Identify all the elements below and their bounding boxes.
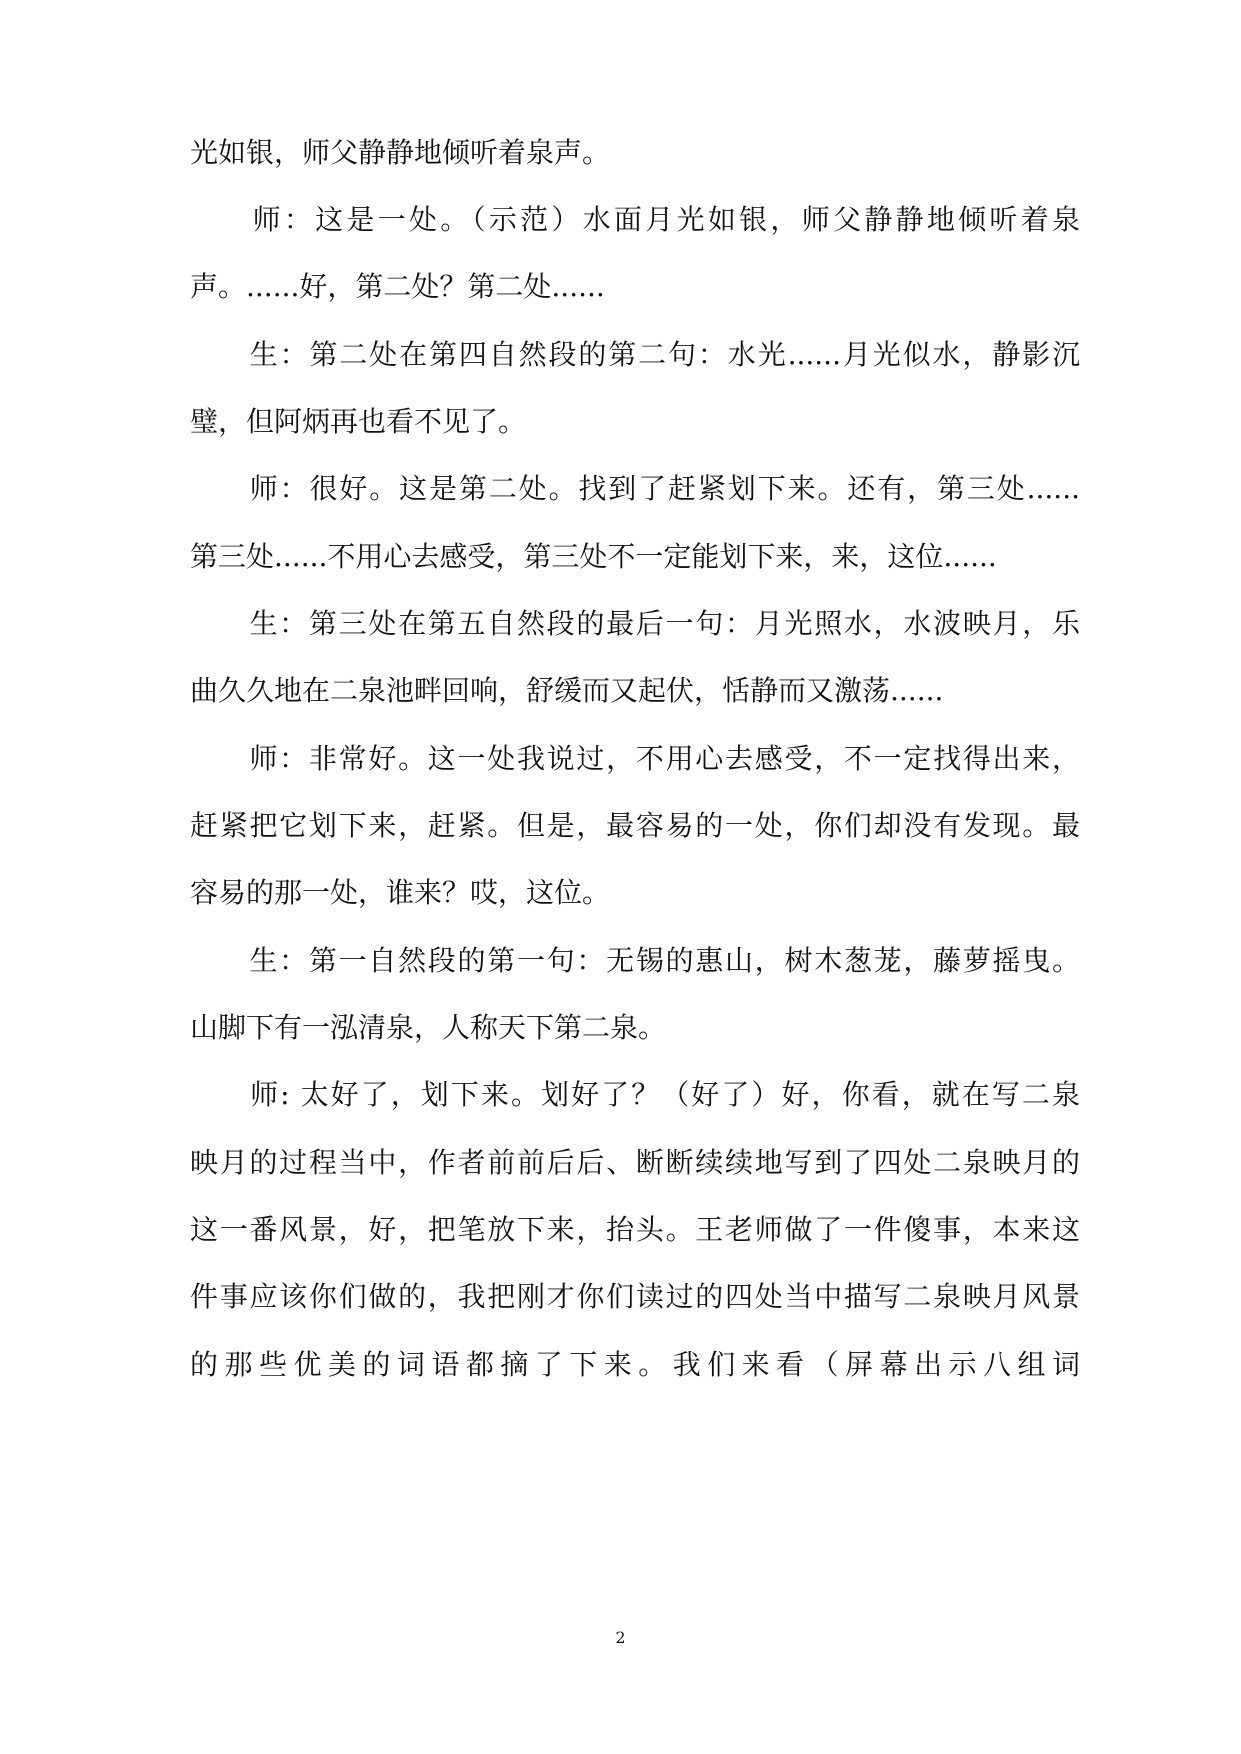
text-line: 生：第一自然段的第一句：无锡的惠山，树木葱茏，藤萝摇曳。	[190, 944, 1080, 977]
text-line: 师：很好。这是第二处。找到了赶紧划下来。还有，第三处......	[190, 472, 1080, 505]
text-line: 璧，但阿炳再也看不见了。	[190, 405, 527, 438]
text-line: 师: 太好了，划下来。划好了？（好了）好，你看，就在写二泉	[190, 1078, 1080, 1111]
text-line: 曲久久地在二泉池畔回响，舒缓而又起伏，恬静而又激荡......	[190, 674, 944, 707]
text-line: 件事应该你们做的，我把刚才你们读过的四处当中描写二泉映月风景	[190, 1280, 1080, 1313]
text-line: 的那些优美的词语都摘了下来。我们来看（屏幕出示八组词	[190, 1348, 1080, 1381]
text-line: 声。......好，第二处？第二处......	[190, 270, 605, 303]
text-line: 第三处......不用心去感受，第三处不一定能划下来，来，这位......	[190, 540, 997, 573]
text-line: 映月的过程当中，作者前前后后、断断续续地写到了四处二泉映月的	[190, 1146, 1080, 1179]
text-line: 这一番风景，好，把笔放下来，抬头。王老师做了一件傻事，本来这	[190, 1213, 1080, 1246]
text-line: 师：非常好。这一处我说过，不用心去感受，不一定找得出来，	[190, 742, 1080, 775]
page-number: 2	[615, 1628, 626, 1647]
text-line: 山脚下有一泓清泉，人称天下第二泉。	[190, 1011, 667, 1044]
text-line: 生：第三处在第五自然段的最后一句：月光照水，水波映月，乐	[190, 607, 1080, 640]
text-line: 生：第二处在第四自然段的第二句：水光......月光似水，静影沉	[190, 338, 1080, 371]
text-line: 师：这是一处。（示范）水面月光如银，师父静静地倾听着泉	[190, 203, 1080, 236]
text-line: 容易的那一处，谁来？哎，这位。	[190, 876, 611, 909]
text-line: 光如银，师父静静地倾听着泉声。	[190, 136, 611, 169]
text-line: 赶紧把它划下来，赶紧。但是，最容易的一处，你们却没有发现。最	[190, 809, 1080, 842]
